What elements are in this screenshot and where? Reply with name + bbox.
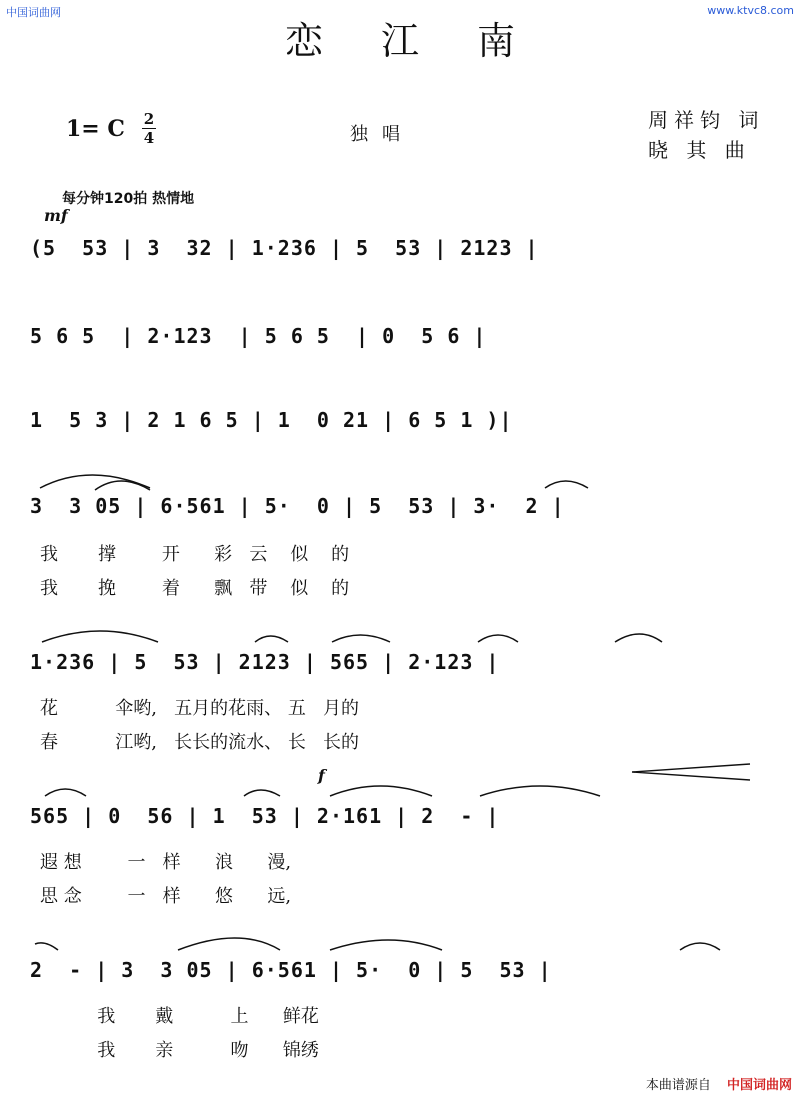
notation-row-7: 2 - | 3 3 05 | 6·561 | 5· 0 | 5 53 | — [30, 958, 552, 982]
dynamic-f: f — [318, 766, 325, 785]
watermark-bottom-source: 本曲谱源自 — [645, 1078, 711, 1093]
lyrics-row-4-verse-2: 我 挽 着 飘 带 似 的 — [40, 578, 350, 599]
composer-credit: 晓 其 曲 — [648, 138, 751, 162]
lyrics-row-7-verse-2: 我 亲 吻 锦绣 — [40, 1040, 319, 1061]
lyrics-row-5-verse-2: 春 江哟, 长长的流水、 长 长的 — [40, 732, 359, 753]
dynamic-mf: mf — [44, 206, 68, 225]
key-signature: 1= C — [66, 116, 125, 142]
time-signature-top: 2 — [143, 110, 155, 128]
notation-row-4: 3 3 05 | 6·561 | 5· 0 | 5 53 | 3· 2 | — [30, 494, 565, 518]
lyrics-row-6-verse-2: 思 念 一 样 悠 远, — [40, 886, 292, 907]
lyricist-credit: 周祥钧 词 — [648, 108, 765, 132]
watermark-bottom-site: 中国词曲网 — [726, 1078, 792, 1093]
watermark-top-left: 中国词曲网 — [6, 6, 61, 19]
time-signature-bottom: 4 — [143, 129, 155, 147]
notation-row-5: 1·236 | 5 53 | 2123 | 565 | 2·123 | — [30, 650, 500, 674]
watermark-top-right: www.ktvc8.com — [707, 4, 794, 17]
lyrics-row-6-verse-1: 遐 想 一 样 浪 漫, — [40, 852, 292, 873]
notation-row-6: 565 | 0 56 | 1 53 | 2·161 | 2 - | — [30, 804, 500, 828]
notation-row-3: 1 5 3 | 2 1 6 5 | 1 0 21 | 6 5 1 )| — [30, 408, 513, 432]
lyrics-row-7-verse-1: 我 戴 上 鲜花 — [40, 1006, 319, 1027]
lyrics-row-4-verse-1: 我 撑 开 彩 云 似 的 — [40, 544, 350, 565]
tempo-marking: 每分钟120拍 热情地 — [62, 191, 195, 207]
lyrics-row-5-verse-1: 花 伞哟, 五月的花雨、 五 月的 — [40, 698, 359, 719]
notation-row-2: 5 6 5 | 2·123 | 5 6 5 | 0 5 6 | — [30, 324, 487, 348]
performance-type: 独唱 — [350, 124, 414, 145]
song-title: 恋江南 — [284, 19, 573, 63]
watermark-bottom — [646, 1074, 792, 1093]
notation-row-1: (5 53 | 3 32 | 1·236 | 5 53 | 2123 | — [30, 236, 539, 260]
